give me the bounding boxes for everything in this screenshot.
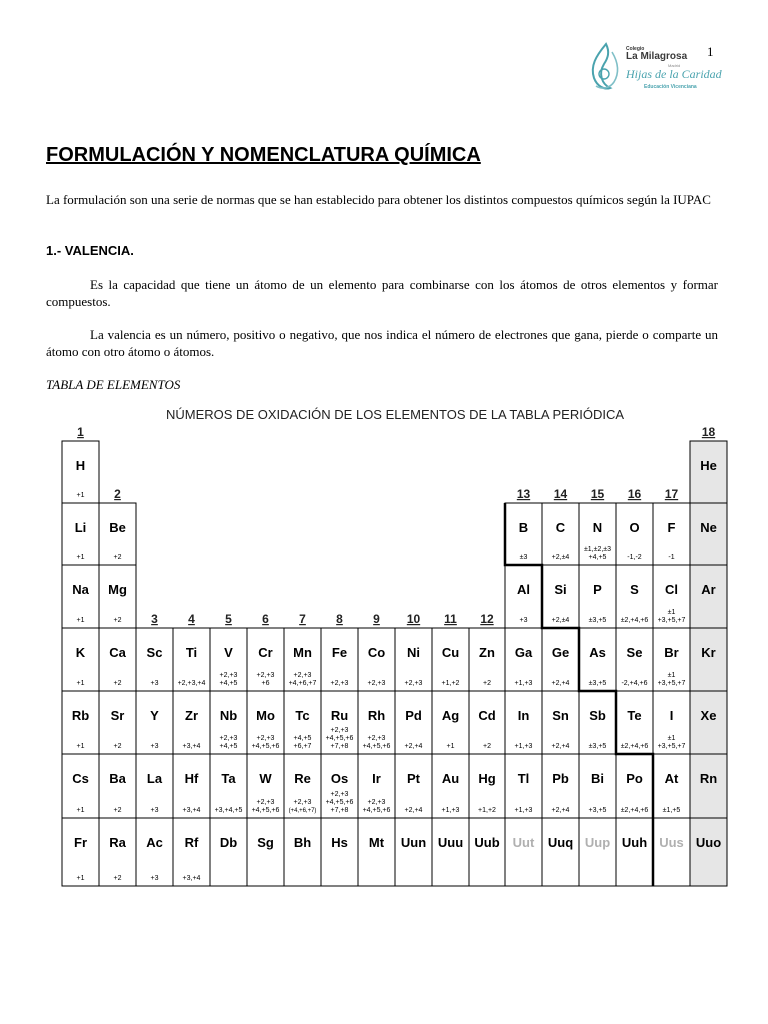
oxidation-state: +2,+4 — [551, 680, 570, 687]
element-symbol: Rb — [71, 708, 90, 723]
logo-line-4: Hijas de la Caridad — [626, 67, 722, 81]
oxidation-state: +2,+3 — [256, 672, 275, 679]
intro-paragraph: La formulación son una serie de normas que se han establecido para obtener los distintos compuestos químicos según la IUPAC — [46, 192, 711, 207]
oxidation-state: +2,+3 — [367, 799, 386, 806]
element-symbol: Tl — [517, 771, 530, 786]
element-symbol: La — [146, 771, 163, 786]
oxidation-state: +2,+3 — [330, 680, 349, 687]
element-symbol: Uut — [512, 835, 535, 850]
oxidation-state: ±1 — [667, 609, 676, 616]
oxidation-state: ±2,+4,+6 — [620, 743, 649, 750]
page-number: 1 — [707, 44, 714, 59]
element-symbol: Db — [219, 835, 238, 850]
group-label: 13 — [516, 487, 531, 501]
oxidation-state: +3,+4 — [182, 875, 201, 882]
valencia-explanation: La valencia es un número, positivo o negativo, que nos indica el número de electrones que gana, pierde o comparte un átomo con otro átomo o átomos. — [46, 327, 718, 359]
element-symbol: Sb — [589, 708, 606, 723]
element-symbol: Bh — [293, 835, 312, 850]
group-label: 10 — [406, 612, 421, 626]
oxidation-state: -1 — [668, 554, 675, 561]
element-cell — [616, 818, 653, 886]
element-symbol: F — [667, 520, 676, 535]
section-heading-valencia: 1.- VALENCIA. — [46, 243, 134, 258]
oxidation-state: +2 — [113, 875, 122, 882]
oxidation-state: +2,+3 — [219, 672, 238, 679]
oxidation-state: +2,+3 — [404, 680, 423, 687]
element-symbol: Sg — [257, 835, 274, 850]
oxidation-state: +2 — [113, 743, 122, 750]
element-symbol: As — [589, 645, 606, 660]
element-symbol: Ni — [407, 645, 420, 660]
element-symbol: Pb — [552, 771, 569, 786]
element-symbol: Y — [150, 708, 159, 723]
element-symbol: W — [259, 771, 272, 786]
oxidation-state: -2,+4,+6 — [621, 680, 648, 687]
element-cell — [247, 818, 284, 886]
oxidation-state: +2,+3 — [256, 735, 275, 742]
logo-line-1: Colegio — [626, 46, 645, 52]
oxidation-state: +3 — [519, 617, 528, 624]
element-symbol: Rn — [699, 771, 718, 786]
group-label: 18 — [701, 425, 716, 439]
element-cell — [395, 818, 432, 886]
element-symbol: Uus — [659, 835, 684, 850]
element-symbol: Se — [626, 645, 643, 660]
oxidation-state: +3,+4 — [182, 807, 201, 814]
group-label: 6 — [262, 612, 269, 626]
oxidation-state: +1 — [446, 743, 455, 750]
oxidation-state: +2 — [483, 743, 491, 750]
element-symbol: Al — [517, 582, 530, 597]
element-symbol: Ac — [146, 835, 163, 850]
oxidation-state: +2 — [113, 807, 122, 814]
group-label: 4 — [188, 612, 195, 626]
oxidation-state: +1,+3 — [514, 807, 533, 814]
element-symbol: Mt — [368, 835, 385, 850]
element-symbol: Uuo — [695, 835, 722, 850]
oxidation-state: +2,+3 — [219, 735, 238, 742]
element-symbol: Li — [74, 520, 87, 535]
element-cell — [284, 818, 321, 886]
oxidation-state: +2,+3 — [293, 799, 312, 806]
element-symbol: Mn — [293, 645, 312, 660]
element-symbol: Xe — [700, 708, 717, 723]
element-symbol: S — [630, 582, 639, 597]
element-symbol: Mo — [256, 708, 275, 723]
oxidation-state: +1,+2 — [441, 680, 460, 687]
element-symbol: Cd — [478, 708, 496, 723]
group-label: 5 — [225, 612, 232, 626]
element-symbol: Zn — [479, 645, 495, 660]
element-symbol: Pt — [407, 771, 420, 786]
oxidation-state: +1,+3 — [514, 743, 533, 750]
element-symbol: Zr — [185, 708, 198, 723]
element-symbol: Uuq — [547, 835, 574, 850]
element-cell — [542, 818, 579, 886]
oxidation-state: +1,+3 — [514, 680, 533, 687]
element-symbol: Co — [367, 645, 386, 660]
element-cell — [505, 818, 542, 886]
group-label: 8 — [336, 612, 343, 626]
oxidation-state: +4,+5 — [219, 743, 238, 750]
oxidation-state: +3 — [150, 680, 159, 687]
element-symbol: Be — [109, 520, 126, 535]
group-label: 15 — [590, 487, 605, 501]
logo-line-5: Educación Vicenciana — [644, 84, 697, 90]
element-symbol: At — [664, 771, 679, 786]
element-symbol: Uub — [474, 835, 500, 850]
oxidation-state: +2,+3 — [367, 735, 386, 742]
element-cell — [690, 754, 727, 818]
oxidation-state: +4,+5,+6 — [251, 807, 280, 814]
element-symbol: Ta — [221, 771, 236, 786]
oxidation-state: +1 — [76, 875, 85, 882]
oxidation-state: +2,±4 — [551, 554, 570, 561]
oxidation-state: +3,+5,+7 — [657, 743, 686, 750]
element-symbol: Ga — [514, 645, 533, 660]
element-symbol: Te — [627, 708, 642, 723]
oxidation-state: +6 — [261, 680, 270, 687]
element-symbol: Bi — [591, 771, 604, 786]
element-symbol: H — [75, 458, 86, 473]
element-symbol: Hg — [478, 771, 496, 786]
oxidation-state: +2,+3 — [367, 680, 386, 687]
element-cell — [210, 818, 247, 886]
element-symbol: Fr — [74, 835, 87, 850]
oxidation-state: +1 — [76, 492, 85, 499]
element-cell — [358, 818, 395, 886]
group-label: 3 — [151, 612, 158, 626]
oxidation-state: (+4,+6,+7) — [288, 808, 317, 814]
element-symbol: Fe — [331, 645, 348, 660]
oxidation-state: +3,+4 — [182, 743, 201, 750]
element-symbol: Ir — [372, 771, 381, 786]
oxidation-state: +2,+3 — [293, 672, 312, 679]
element-cell — [321, 818, 358, 886]
element-symbol: Hf — [184, 771, 199, 786]
element-symbol: Si — [554, 582, 567, 597]
element-symbol: Mg — [108, 582, 127, 597]
element-symbol: Nb — [219, 708, 238, 723]
element-symbol: Ag — [441, 708, 460, 723]
element-symbol: Ra — [109, 835, 126, 850]
oxidation-state: +1 — [76, 617, 85, 624]
oxidation-state: ±2,+4,+6 — [620, 617, 649, 624]
oxidation-state: ±3,+5 — [588, 617, 607, 624]
element-symbol: I — [669, 708, 674, 723]
element-symbol: He — [700, 458, 717, 473]
element-symbol: Cl — [665, 582, 678, 597]
oxidation-state: +1,+2 — [478, 807, 496, 814]
element-cell — [469, 818, 505, 886]
oxidation-state: +2 — [113, 680, 122, 687]
element-symbol: V — [224, 645, 233, 660]
group-label: 16 — [627, 487, 642, 501]
element-symbol: Uuh — [621, 835, 648, 850]
element-symbol: Uuu — [437, 835, 464, 850]
oxidation-state: ±1,+5 — [662, 807, 681, 814]
element-symbol: Sn — [552, 708, 569, 723]
element-symbol: Ca — [109, 645, 126, 660]
group-label: 2 — [114, 487, 121, 501]
oxidation-state: +4,+5,+6 — [251, 743, 280, 750]
oxidation-state: +1 — [76, 807, 85, 814]
element-symbol: Br — [664, 645, 679, 660]
element-symbol: Re — [294, 771, 311, 786]
oxidation-state: +2 — [113, 554, 122, 561]
oxidation-state: +1,+3 — [441, 807, 460, 814]
oxidation-state: +1 — [76, 680, 85, 687]
element-symbol: C — [555, 520, 566, 535]
oxidation-state: +7,+8 — [330, 807, 349, 814]
element-symbol: Tc — [295, 708, 310, 723]
oxidation-state: ±3,+5 — [588, 743, 607, 750]
oxidation-state: +2,+4 — [551, 807, 570, 814]
oxidation-state: +2,+3 — [330, 727, 349, 734]
oxidation-state: +4,+5,+6 — [362, 807, 391, 814]
oxidation-state: +3 — [150, 743, 159, 750]
element-symbol: Os — [330, 771, 349, 786]
element-symbol: Na — [72, 582, 89, 597]
group-label: 14 — [553, 487, 568, 501]
group-label: 12 — [480, 612, 494, 626]
oxidation-state: +4,+5 — [588, 554, 607, 561]
oxidation-state: ±3,+5 — [588, 680, 607, 687]
oxidation-state: +3,+5,+7 — [657, 680, 686, 687]
oxidation-state: +6,+7 — [293, 743, 312, 750]
element-symbol: Uun — [400, 835, 427, 850]
element-symbol: Ar — [701, 582, 716, 597]
element-cell — [653, 818, 690, 886]
element-symbol: Au — [441, 771, 460, 786]
oxidation-state: +2,+3 — [330, 791, 349, 798]
oxidation-state: +4,+5,+6 — [325, 735, 354, 742]
group-label: 7 — [299, 612, 306, 626]
oxidation-state: +4,+5 — [219, 680, 238, 687]
element-symbol: K — [75, 645, 86, 660]
element-symbol: Uup — [584, 835, 611, 850]
element-symbol: N — [592, 520, 603, 535]
logo-line-2: La Milagrosa — [626, 51, 688, 62]
element-symbol: Ba — [109, 771, 126, 786]
group-label: 9 — [373, 612, 380, 626]
oxidation-state: +4,+5 — [293, 735, 312, 742]
element-symbol: Hs — [331, 835, 348, 850]
element-cell — [432, 818, 469, 886]
oxidation-state: ±1,±2,±3 — [583, 546, 612, 553]
element-symbol: Rf — [184, 835, 199, 850]
table-caption: TABLA DE ELEMENTOS — [46, 377, 181, 392]
element-symbol: Pd — [405, 708, 422, 723]
oxidation-state: +2,+3 — [256, 799, 275, 806]
element-symbol: Rh — [367, 708, 386, 723]
oxidation-state: +3,+4,+5 — [214, 807, 243, 814]
element-symbol: P — [593, 582, 602, 597]
oxidation-state: +2 — [113, 617, 122, 624]
element-symbol: Kr — [701, 645, 716, 660]
oxidation-state: +2,+4 — [404, 807, 423, 814]
element-symbol: Po — [626, 771, 643, 786]
element-symbol: Cu — [441, 645, 460, 660]
logo-line-3: Madrid — [668, 63, 681, 68]
element-symbol: Ti — [185, 645, 198, 660]
oxidation-state: +7,+8 — [330, 743, 349, 750]
element-symbol: Cr — [258, 645, 273, 660]
element-symbol: In — [517, 708, 530, 723]
periodic-table-title: NÚMEROS DE OXIDACIÓN DE LOS ELEMENTOS DE LA TABLA PERIÓDICA — [166, 407, 625, 422]
oxidation-state: +3 — [150, 875, 159, 882]
oxidation-state: +4,+5,+6 — [325, 799, 354, 806]
oxidation-state: +4,+5,+6 — [362, 743, 391, 750]
element-cell — [579, 818, 616, 886]
oxidation-state: +3,+5 — [588, 807, 607, 814]
element-symbol: Ru — [330, 708, 349, 723]
oxidation-state: +2 — [483, 680, 491, 687]
oxidation-state: +2,+3,+4 — [177, 680, 206, 687]
element-symbol: Cs — [72, 771, 89, 786]
oxidation-state: ±1 — [667, 735, 676, 742]
oxidation-state: -1,-2 — [627, 554, 642, 561]
element-symbol: O — [629, 520, 640, 535]
oxidation-state: +4,+6,+7 — [288, 680, 317, 687]
valencia-definition: Es la capacidad que tiene un átomo de un elemento para combinarse con los átomos de otros elementos y formar compuestos. — [46, 277, 718, 309]
oxidation-state: +3 — [150, 807, 159, 814]
oxidation-state: +3,+5,+7 — [657, 617, 686, 624]
group-label: 17 — [664, 487, 679, 501]
oxidation-state: +1 — [76, 743, 85, 750]
oxidation-state: +2,+4 — [404, 743, 423, 750]
element-symbol: B — [518, 520, 529, 535]
element-symbol: Sc — [146, 645, 163, 660]
oxidation-state: +2,±4 — [551, 617, 570, 624]
oxidation-state: ±1 — [667, 672, 676, 679]
page-title: FORMULACIÓN Y NOMENCLATURA QUÍMICA — [46, 144, 481, 166]
group-label: 1 — [77, 425, 84, 439]
element-symbol: Sr — [110, 708, 125, 723]
oxidation-state: ±2,+4,+6 — [620, 807, 649, 814]
group-label: 11 — [444, 612, 457, 626]
element-symbol: Ne — [700, 520, 717, 535]
element-symbol: Ge — [551, 645, 570, 660]
oxidation-state: +1 — [76, 554, 85, 561]
oxidation-state: ±3 — [519, 554, 528, 561]
element-cell — [690, 818, 727, 886]
oxidation-state: +2,+4 — [551, 743, 570, 750]
